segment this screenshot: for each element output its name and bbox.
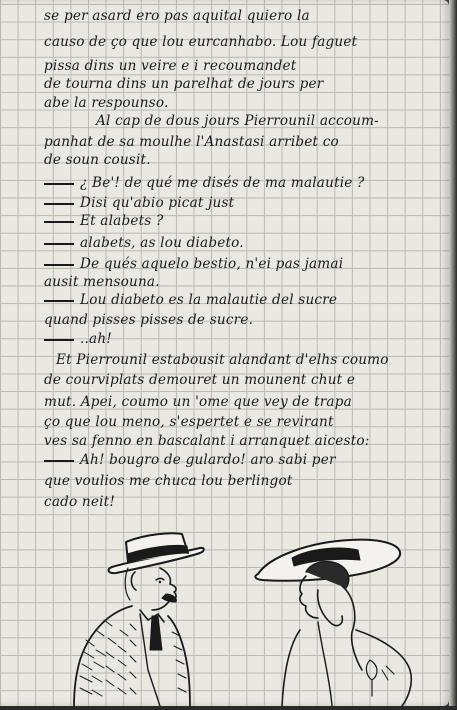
text-line: ço que lou meno, s'espertet e se revirant: [44, 414, 334, 430]
dialogue-dash: [44, 300, 74, 302]
text-line: panhat de sa moulhe l'Anastasi arribet co: [44, 134, 339, 150]
dialogue-dash: [44, 183, 74, 185]
dialogue-text: ..ah!: [80, 331, 112, 347]
dialogue-line: [44, 175, 365, 191]
text-line: de soun cousit.: [44, 152, 151, 168]
dialogue-dash: [44, 203, 74, 205]
page-bottom-edge: [0, 706, 457, 710]
dialogue-text: De qués aquelo bestio, n'ei pas jamai: [80, 256, 344, 272]
dialogue-line: [44, 292, 337, 308]
dialogue-text: ¿ Be'! de qué me disés de ma malautie ?: [80, 175, 365, 191]
dialogue-line: [44, 256, 343, 272]
dialogue-text: Lou diabeto es la malautie del sucre: [80, 292, 338, 308]
man-sketch: [74, 533, 204, 706]
dialogue-text: Et alabets ?: [80, 213, 164, 229]
dialogue-line: [44, 235, 244, 251]
dialogue-line: [44, 452, 336, 468]
woman-sketch: [255, 540, 411, 706]
text-line: ves sa fenno en bascalant i arranquet aicesto:: [44, 433, 370, 449]
text-line: ausit mensouna.: [44, 274, 160, 290]
text-line: de tourna dins un parelhat de jours per: [44, 76, 324, 92]
text-line: se per asard ero pas aquital quiero la: [44, 8, 310, 24]
dialogue-line: [44, 213, 163, 229]
dialogue-dash: [44, 339, 74, 341]
text-line: Al cap de dous jours Pierrounil accoum-: [96, 113, 379, 129]
dialogue-dash: [44, 243, 74, 245]
dialogue-line: [44, 195, 234, 211]
dialogue-dash: [44, 221, 74, 223]
dialogue-dash: [44, 264, 74, 266]
text-line: que voulios me chuca lou berlingot: [44, 473, 293, 489]
text-line: de courviplats demouret un mounent chut e: [44, 372, 356, 388]
dialogue-text: alabets, as lou diabeto.: [80, 235, 244, 251]
text-line: pissa dins un veire e i recoumandet: [44, 58, 297, 74]
text-line: cado neit!: [44, 494, 115, 510]
text-line: quand pisses pisses de sucre.: [44, 312, 254, 328]
text-line: causo de ço que lou eurcanhabo. Lou faguet: [44, 34, 358, 50]
dialogue-text: Disi qu'abio picat just: [80, 195, 235, 211]
sketch-illustration: [0, 520, 449, 706]
dialogue-line: [44, 331, 112, 347]
page-edge: [449, 0, 457, 710]
text-line: abe la respounso.: [44, 95, 169, 111]
dialogue-dash: [44, 460, 74, 462]
text-line: Et Pierrounil estabousit alandant d'elhs coumo: [56, 352, 389, 368]
dialogue-text: Ah! bougro de gulardo! aro sabi per: [80, 452, 336, 468]
text-line: mut. Apei, coumo un 'ome que vey de trapa: [44, 394, 352, 410]
